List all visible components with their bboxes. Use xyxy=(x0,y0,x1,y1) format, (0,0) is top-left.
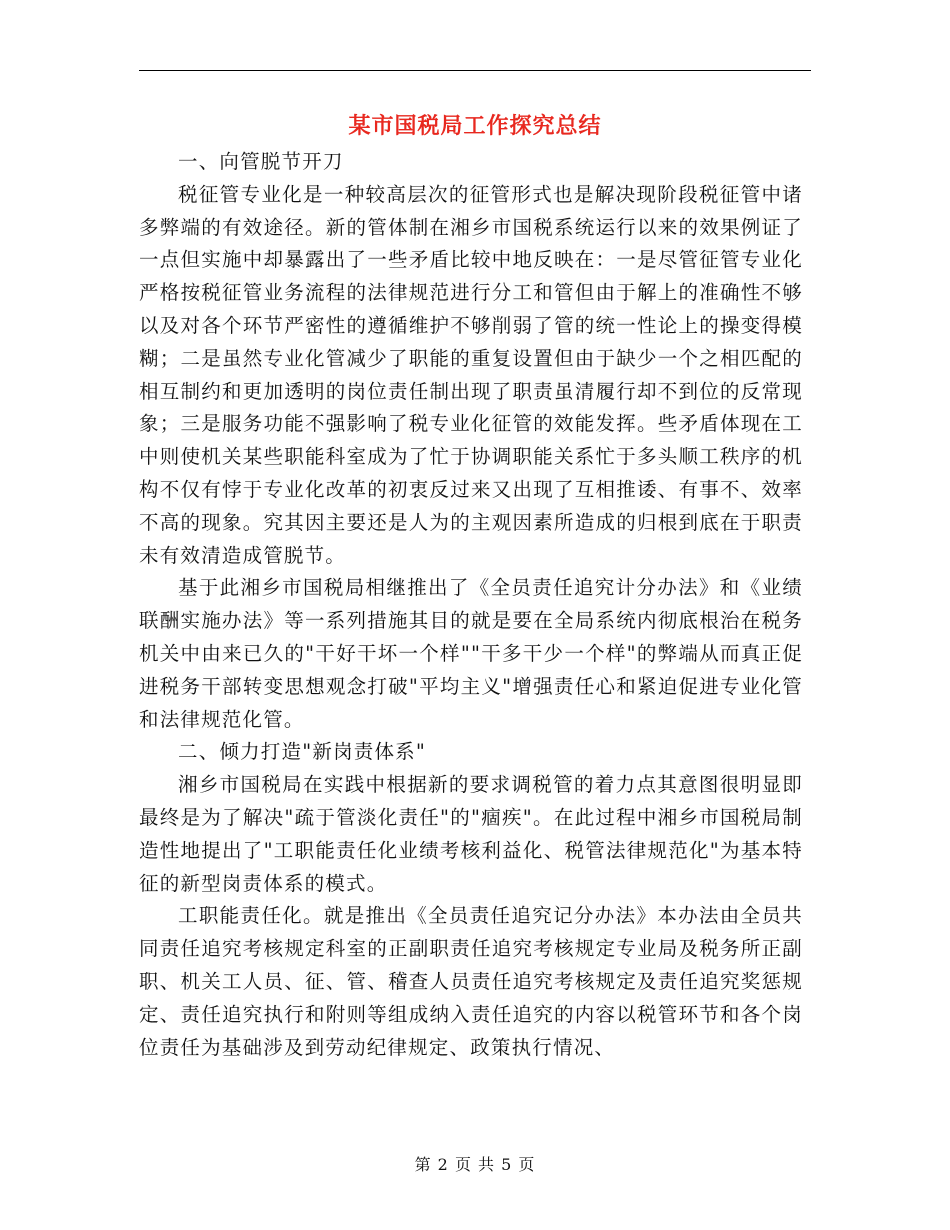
body-paragraph: 基于此湘乡市国税局相继推出了《全员责任追究计分办法》和《业绩联酬实施办法》等一系列措施其目的就是要在全局系统内彻底根治在税务机关中由来已久的"干好干坏一个样""干多干少一个样"的弊端从而真正促进税务干部转变思想观念打破"平均主义"增强责任心和紧迫促进专业化管和法律规范化管。 xyxy=(139,576,803,731)
page-number: 第 2 页 共 5 页 xyxy=(414,1155,536,1174)
section-heading-1: 一、向管脱节开刀 xyxy=(178,150,344,173)
body-paragraph: 湘乡市国税局在实践中根据新的要求调税管的着力点其意图很明显即最终是为了解决"疏于管淡化责任"的"痼疾"。在此过程中湘乡市国税局制造性地提出了"工职能责任化业绩考核利益化、税管法律规范化"为基本特征的新型岗责体系的模式。 xyxy=(139,773,803,895)
body-paragraph: 税征管专业化是一种较高层次的征管形式也是解决现阶段税征管中诸多弊端的有效途径。新的管体制在湘乡市国税系统运行以来的效果例证了一点但实施中却暴露出了一些矛盾比较中地反映在：一是尽管征管专业化严格按税征管业务流程的法律规范进行分工和管但由于解上的准确性不够以及对各个环节严密性的遵循维护不够削弱了管的统一性论上的操变得模糊；二是虽然专业化管减少了职能的重复设置但由于缺少一个之相匹配的相互制约和更加透明的岗位责任制出现了职责虽清履行却不到位的反常现象；三是服务功能不强影响了税专业化征管的效能发挥。些矛盾体现在工中则使机关某些职能科室成为了忙于协调职能关系忙于多头顺工秩序的机构不仅有悖于专业化改革的初衷反过来又出现了互相推诿、有事不、效率不高的现象。究其因主要还是人为的主观因素所造成的归根到底在于职责未有效清造成管脱节。 xyxy=(139,182,803,567)
document-body xyxy=(139,146,803,1064)
body-paragraph: 工职能责任化。就是推出《全员责任追究记分办法》本办法由全员共同责任追究考核规定科室的正副职责任追究考核规定专业局及税务所正副职、机关工人员、征、管、稽查人员责任追究考核规定及责任追究奖惩规定、责任追究执行和附则等组成纳入责任追究的内容以税管环节和各个岗位责任为基础涉及到劳动纪律规定、政策执行情况、 xyxy=(139,904,803,1059)
section-heading-2: 二、倾力打造"新岗责体系" xyxy=(178,740,427,764)
page-footer xyxy=(139,1153,811,1177)
header-rule xyxy=(139,70,811,71)
document-title: 某市国税局工作探究总结 xyxy=(348,113,602,139)
